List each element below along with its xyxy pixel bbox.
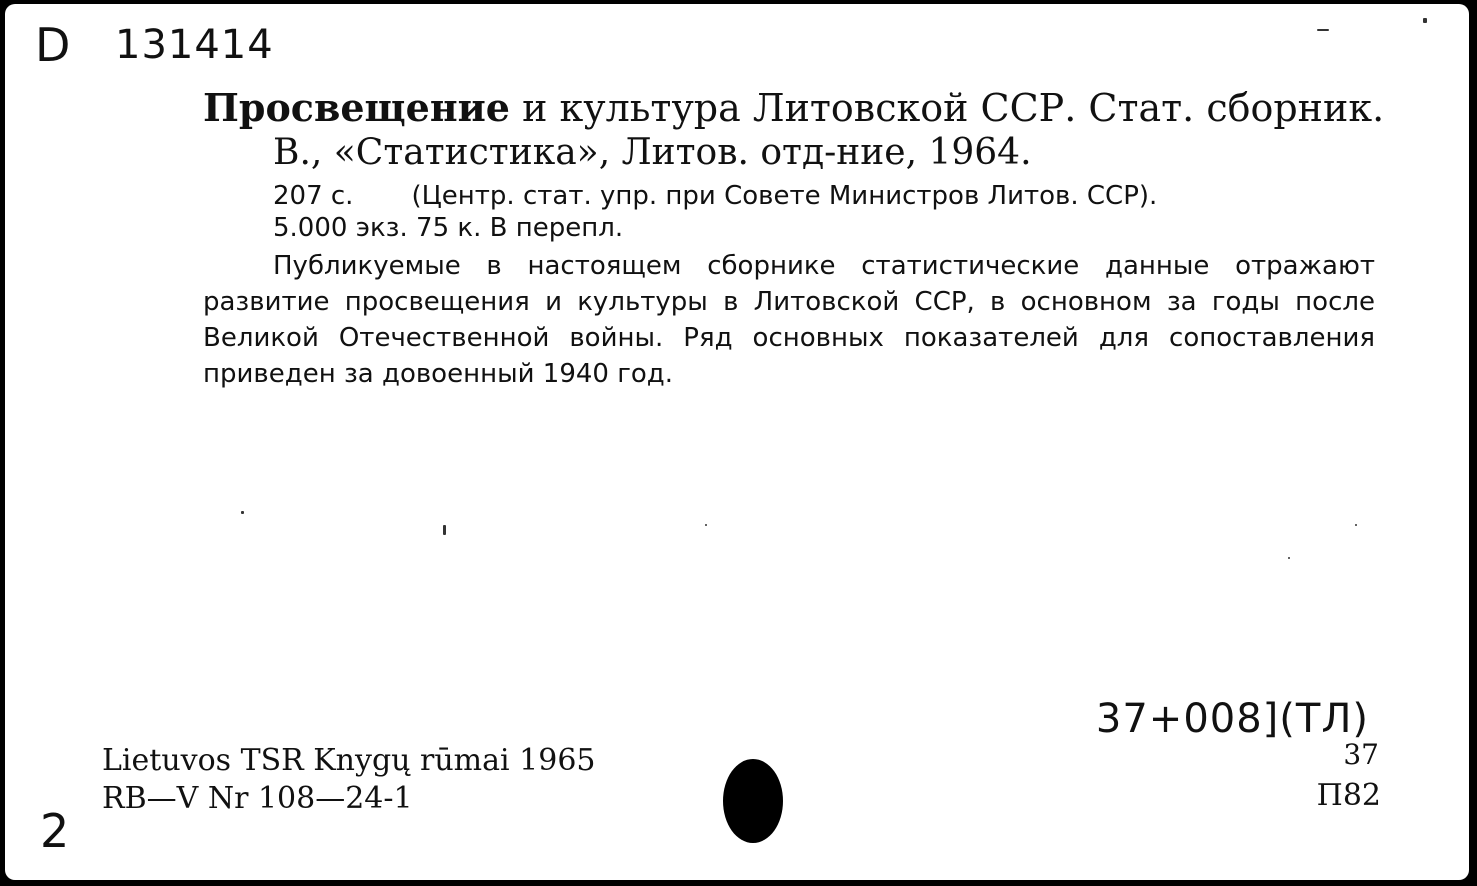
classification-subscript: 37 bbox=[1343, 738, 1379, 771]
annotation: Публикуемые в настоящем сборнике статистические данные отражают развитие просвещения и культуры в Литовской ССР, в основном за годы после Великой Отечественной войны. Ряд основных показателей для сопоставления приведен за довоенный 1940 год. bbox=[203, 251, 1375, 389]
speck bbox=[1288, 557, 1290, 559]
title-rest: и культура Литовской ССР. Стат. сборник. bbox=[510, 86, 1385, 130]
edition-price: 5.000 экз. 75 к. В перепл. bbox=[273, 213, 624, 243]
speck bbox=[1317, 29, 1329, 31]
speck bbox=[1355, 524, 1357, 526]
speck bbox=[1423, 18, 1427, 23]
accession-number: 131414 bbox=[115, 22, 274, 68]
collation-line bbox=[273, 180, 1383, 212]
shelf-mark: П82 bbox=[1316, 778, 1381, 813]
catalog-card bbox=[5, 4, 1469, 880]
title-main: Просвещение bbox=[203, 85, 510, 130]
imprint-line-2: RB—V Nr 108—24-1 bbox=[102, 781, 413, 816]
imprint bbox=[102, 742, 596, 818]
speck bbox=[443, 525, 446, 535]
punch-hole bbox=[723, 759, 783, 843]
accession-prefix: D bbox=[35, 18, 72, 72]
bibliographic-entry bbox=[203, 86, 1383, 392]
classification-handwritten: 37+008](ТЛ) bbox=[1095, 696, 1369, 742]
speck bbox=[241, 511, 244, 514]
series: (Центр. стат. упр. при Совете Министров Литов. ССР). bbox=[411, 181, 1158, 211]
publication-line: В., «Статистика», Литов. отд-ние, 1964. bbox=[273, 132, 1032, 173]
imprint-line-1: Lietuvos TSR Knygų rūmai 1965 bbox=[102, 743, 596, 778]
title-line bbox=[203, 86, 1383, 130]
speck bbox=[705, 524, 707, 526]
margin-mark: 2 bbox=[40, 804, 71, 858]
pages: 207 с. bbox=[273, 181, 354, 211]
